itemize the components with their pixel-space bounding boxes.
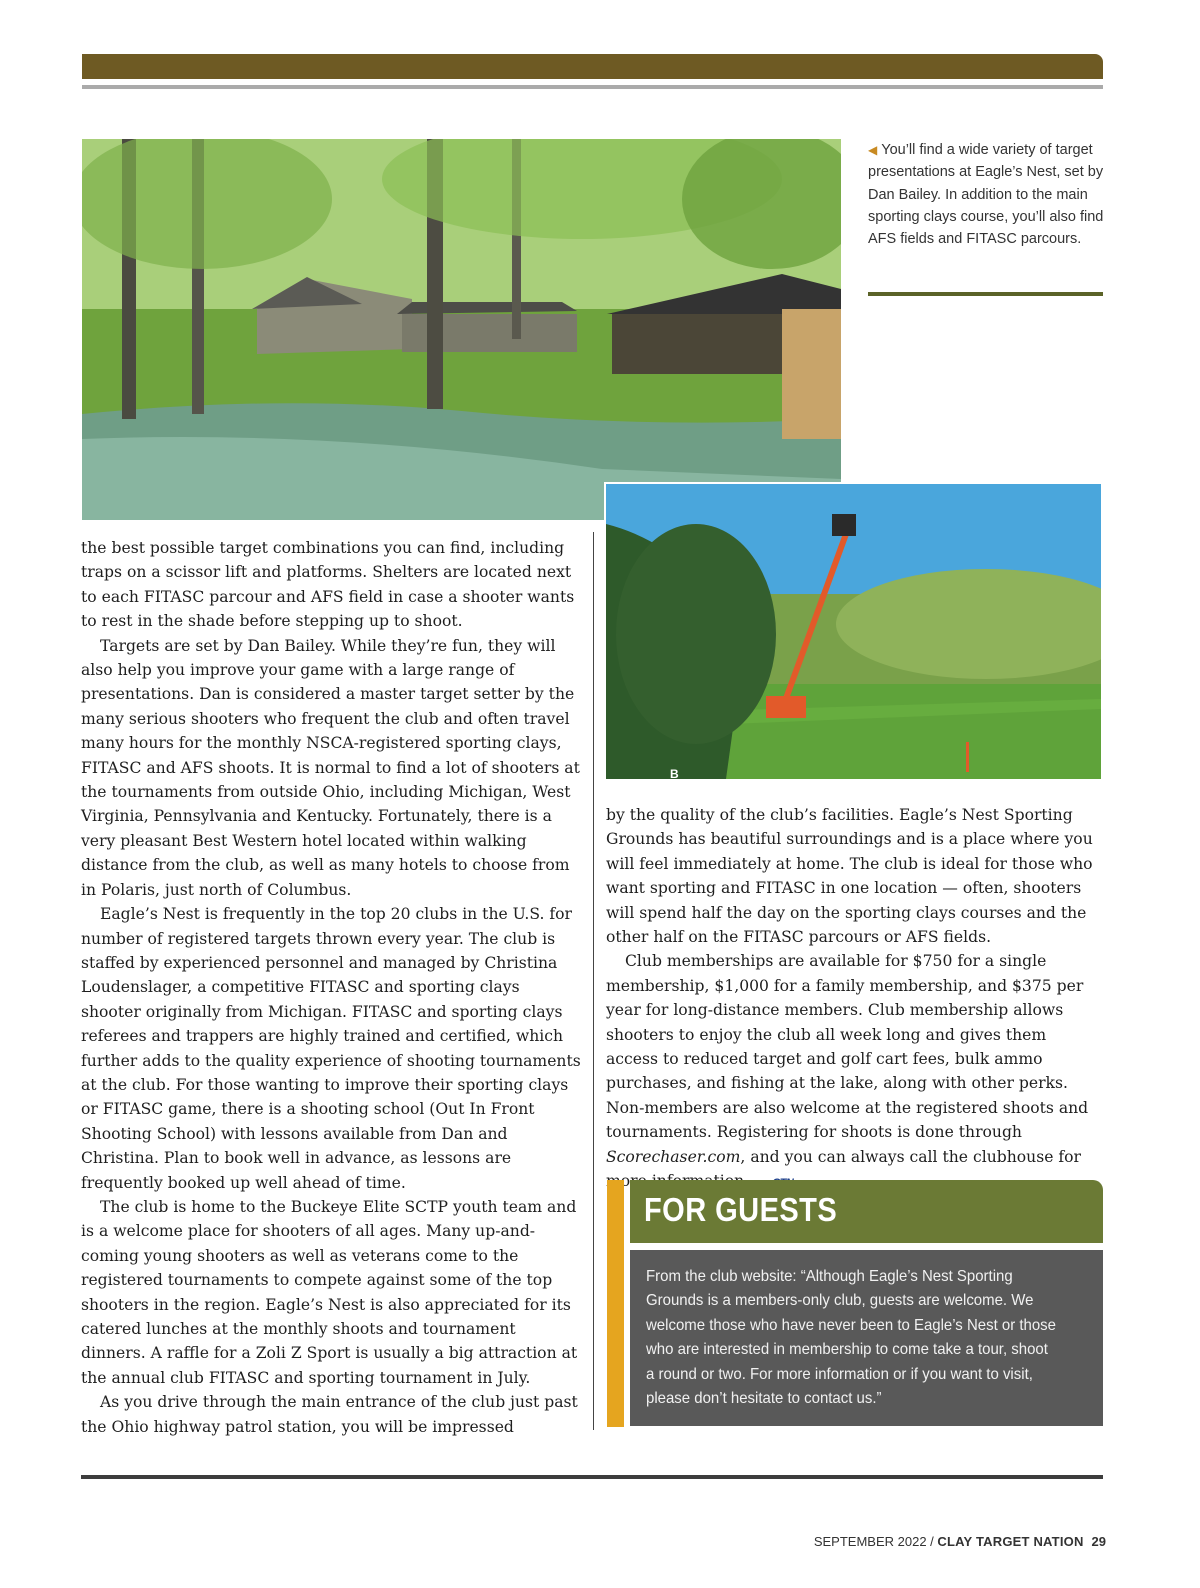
page-footer: [814, 1534, 1106, 1549]
paragraph: [606, 949, 1103, 1195]
paragraph-text: Club memberships are available for $750 for a single membership, $1,000 for a family membership, and $375 per year for long-distance members. Club membership allows shooters to enjoy the club all week long and gives them access to reduced target and golf cart fees, bulk ammo purchases, and fishing at the lake, along with other perks. Non-members are also welcome at the registered shoots and tournaments. Registering for shoots is done through: [606, 952, 1089, 1142]
footer-date: SEPTEMBER 2022 /: [813, 1534, 938, 1549]
caption-pointer-icon: ◀: [868, 143, 878, 157]
article-right-column: [606, 803, 1103, 1196]
paragraph: Targets are set by Dan Bailey. While they’re fun, they will also help you improve your game with a large range of presentations. Dan is considered a master target setter by the many serious shooters who frequent the club and often travel many hours for the monthly NSCA-registered sporting clays, FITASC and AFS shoots. It is normal to find a lot of shooters at the tournaments from outside Ohio, including Michigan, West Virginia, Pennsylvania and Kentucky. Fortunately, there is a very pleasant Best Western hotel located within walking distance from the club, as well as many hotels to choose from in Polaris, just north of Columbus.: [81, 636, 580, 899]
sidebar-line: a round or two. For more information or if you want to visit,: [646, 1365, 1033, 1383]
header-color-bar: [82, 54, 1103, 79]
page-number: 29: [1091, 1534, 1106, 1549]
magazine-name: CLAY TARGET NATION: [937, 1534, 1084, 1549]
photo-scissor-lift-field: [604, 482, 1103, 781]
sidebar-line: who are interested in membership to come take a tour, shoot: [646, 1341, 1048, 1359]
paragraph: Eagle’s Nest is frequently in the top 20 clubs in the U.S. for number of registered targets thrown every year. The club is staffed by experienced personnel and managed by Christina Loudenslager, a competitive FITASC and sporting clays shooter originally from Michigan. FITASC and sporting clays referees and trappers are highly trained and certified, which further adds to the quality experience of shooting tournaments at the club. For those wanting to improve their sporting clays or FITASC game, there is a shooting school (Out In Front Shooting School) with lessons available from Dan and Christina. Plan to book well in advance, as lessons are frequently booked up well ahead of time.: [81, 905, 581, 1192]
paragraph: As you drive through the main entrance of the club just past the Ohio highway patrol station, you will be impressed: [81, 1393, 578, 1436]
article-left-column: [81, 536, 581, 1439]
sidebar-line: Grounds is a members-only club, guests are welcome. We: [646, 1292, 1034, 1310]
footer-rule: [81, 1475, 1103, 1479]
sidebar-accent-bar: [607, 1180, 624, 1427]
photo-pond-clubhouse: [82, 139, 841, 520]
paragraph-text: , and you can always call the clubhouse for more: [606, 1147, 1082, 1191]
paragraph: the best possible target combinations you can find, including traps on a scissor lift and platforms. Shelters are located next to each FITASC parcour and AFS field in case a shooter wants to rest in the shade before stepping up to shoot.: [81, 539, 575, 631]
caption-text: You’ll find a wide variety of target presentations at Eagle’s Nest, set by Dan Bailey. In addition to the main sporting clays course, you’ll also find AFS fields and FITASC parcours.: [868, 142, 1104, 248]
website-name: Scorechaser.com: [606, 1147, 741, 1166]
caption-rule: [868, 292, 1103, 296]
sidebar-line: please don’t hesitate to contact us.”: [646, 1390, 882, 1408]
photo-caption: [868, 139, 1104, 250]
sidebar-line: welcome those who have never been to Eagle’s Nest or those: [646, 1316, 1056, 1334]
column-divider: [593, 532, 594, 1430]
sidebar-line: From the club website: “Although Eagle’s Nest Sporting: [646, 1268, 1013, 1285]
header-rule: [82, 85, 1103, 89]
sidebar-body: [630, 1250, 1103, 1426]
photo-label: B: [670, 767, 679, 781]
sidebar-header: [630, 1180, 1103, 1243]
paragraph: by the quality of the club’s facilities. Eagle’s Nest Sporting Grounds has beautiful surroundings and is a place where you will feel immediately at home. The club is ideal for those who want sporting and FITASC in one location — often, shooters will spend half the day on the sporting clays courses and the other half on the FITASC parcours or AFS fields.: [606, 806, 1093, 947]
sidebar-title: FOR GUESTS: [644, 1191, 838, 1228]
paragraph: The club is home to the Buckeye Elite SCTP youth team and is a welcome place for shooters of all ages. Many up-and-coming young shooters as well as veterans come to the registered tournaments to compete against some of the top shooters in the region. Eagle’s Nest is also appreciated for its catered lunches at the monthly shoots and tournament dinners. A raffle for a Zoli Z Sport is usually a big attraction at the annual club FITASC and sporting tournament in July.: [81, 1197, 578, 1387]
